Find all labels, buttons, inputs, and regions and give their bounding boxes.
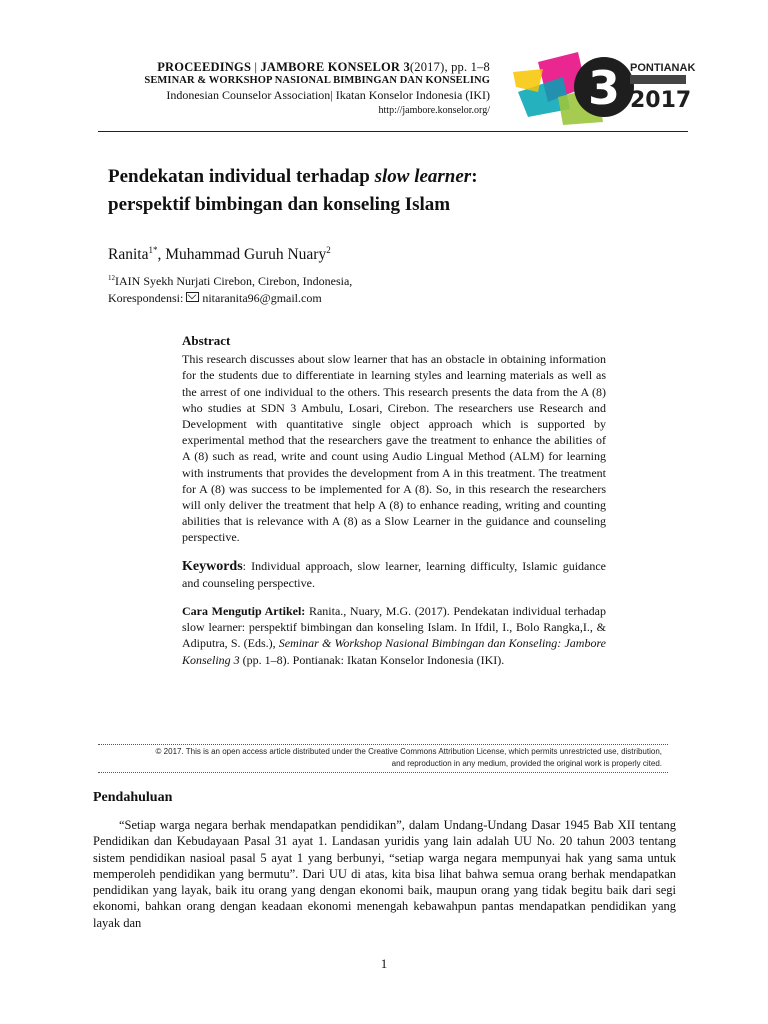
mail-icon bbox=[186, 292, 199, 302]
journal-separator: | bbox=[254, 60, 258, 74]
seminar-line: SEMINAR & WORKSHOP NASIONAL BIMBINGAN DAN KONSELING bbox=[144, 75, 490, 86]
license-rule-top bbox=[98, 744, 668, 745]
keywords-label: Keywords bbox=[182, 558, 243, 574]
author1: Ranita bbox=[108, 246, 149, 264]
keywords-text: : Individual approach, slow learner, learning difficulty, Islamic guidance and counseling perspective. bbox=[182, 558, 606, 590]
license-line2: and reproduction in any medium, provided the original work is properly cited. bbox=[391, 759, 662, 768]
page-header bbox=[0, 0, 768, 135]
logo-city: PONTIANAK bbox=[630, 62, 696, 74]
logo-number: 3 bbox=[587, 61, 621, 115]
correspondence bbox=[108, 290, 352, 307]
header-rule bbox=[98, 131, 688, 132]
page-number: 1 bbox=[380, 956, 388, 971]
title-part1: Pendekatan individual terhadap bbox=[108, 166, 375, 187]
citation bbox=[182, 603, 606, 668]
jambore-logo bbox=[508, 47, 696, 127]
header-text bbox=[144, 60, 490, 117]
title-colon: : bbox=[471, 166, 478, 187]
citation-text1: Ranita., Nuary, M.G. (2017). Pendekatan individual terhadap slow learner: perspektif bimbingan dan konseling Islam. In Ifdil, I., Bolo Rangka,I., & Adiputra, S. (Eds.), bbox=[182, 604, 606, 651]
journal-line bbox=[144, 60, 490, 75]
citation-label: Cara Mengutip Artikel: bbox=[182, 604, 306, 619]
journal-url[interactable]: http://jambore.konselor.org/ bbox=[378, 104, 490, 116]
journal-name: JAMBORE KONSELOR 3 bbox=[260, 60, 410, 74]
authors bbox=[108, 245, 331, 264]
citation-italic: Seminar & Workshop Nasional Bimbingan dan Konseling: Jambore Konseling 3 bbox=[182, 636, 606, 667]
citation-text2: (pp. 1–8). Pontianak: Ikatan Konselor Indonesia (IKI). bbox=[239, 652, 505, 667]
journal-prefix: PROCEEDINGS bbox=[157, 60, 252, 74]
author2: , Muhammad Guruh Nuary bbox=[157, 246, 327, 264]
article-title bbox=[108, 163, 628, 218]
section-heading-pendahuluan: Pendahuluan bbox=[93, 790, 173, 805]
association-line bbox=[144, 88, 490, 102]
intro-paragraph: “Setiap warga negara berhak mendapatkan pendidikan”, dalam Undang-Undang Dasar 1945 Bab XII tentang Pendidikan dan Kebudayaan Pasal 31 ayat 1. Landasan yuridis yang lain adalah UU No. 20 tahun 2003 tentang sistem pendidikan nasioal pasal 5 ayat 1 yang berbunyi, “setiap warga negara mempunyai hak yang sama untuk memperoleh pendidikan yang bermutu”. Dari UU di atas, kita bisa lihat bahwa semua orang berhak mendapatkan pendidikan yang layak, baik itu orang yang dengan ekonomi baik, maupun orang yang tidak begitu baik dari segi ekonomi, bahkan orang dengan keadaan ekonomi menengah kebawahpun pantas mendapatkan pendidikan yang layak dan bbox=[93, 818, 676, 930]
title-line2: perspektif bimbingan dan konseling Islam bbox=[108, 193, 451, 215]
intro-body bbox=[93, 817, 676, 931]
affiliation bbox=[108, 273, 352, 290]
author1-sup: 1* bbox=[148, 245, 158, 255]
affiliation-sup: 12 bbox=[108, 274, 115, 282]
email-link[interactable]: nitaranita96@gmail.com bbox=[202, 291, 322, 306]
correspondence-label: Korespondensi: bbox=[108, 291, 184, 306]
license-rule-bottom bbox=[98, 772, 668, 773]
journal-suffix: (2017), pp. 1–8 bbox=[409, 60, 490, 74]
association-separator: | bbox=[330, 87, 333, 102]
association-en: Indonesian Counselor Association bbox=[166, 87, 331, 102]
affiliation-text: IAIN Syekh Nurjati Cirebon, Cirebon, Indonesia, bbox=[115, 274, 353, 288]
logo-banner bbox=[630, 75, 686, 84]
abstract-heading: Abstract bbox=[182, 333, 231, 348]
title-italic: slow learner bbox=[374, 166, 472, 187]
affiliation-block bbox=[108, 273, 352, 308]
abstract-section bbox=[182, 333, 606, 668]
author2-sup: 2 bbox=[326, 245, 331, 255]
license-note bbox=[108, 746, 662, 770]
abstract-text: This research discusses about slow learner that has an obstacle in obtaining information for the students due to differentiate in learning styles and learning materials as well as the arrest of one individual to the others. This research presents the data from the A (8) who studies at SDN 3 Ambulu, Losari, Cirebon. The researchers use Research and Development with quantitative single object approach which is supported by experimental method that the researchers gave the treatment to enhance the abilities of A (8) such as read, write and count using Audio Lingual Method (ALM) for learning with instruments that provides the development from A in this treatment. The treatment for A (8) was success to be implemented for A (8). So, in this research the researchers will only deliver the treatment that help A (8) to enhance reading, writing and counting abilities that is relevance with A (8) as a Slow Learner in the guidance and counseling perspective. bbox=[182, 352, 606, 545]
logo-shape-yellow bbox=[513, 69, 543, 92]
logo-year: 2017 bbox=[630, 88, 692, 113]
keywords bbox=[182, 558, 606, 591]
association-id: Ikatan Konselor Indonesia (IKI) bbox=[335, 87, 490, 102]
license-line1: © 2017. This is an open access article distributed under the Creative Commons Attribution License, which permits unrestricted use, distribution, bbox=[155, 747, 662, 756]
